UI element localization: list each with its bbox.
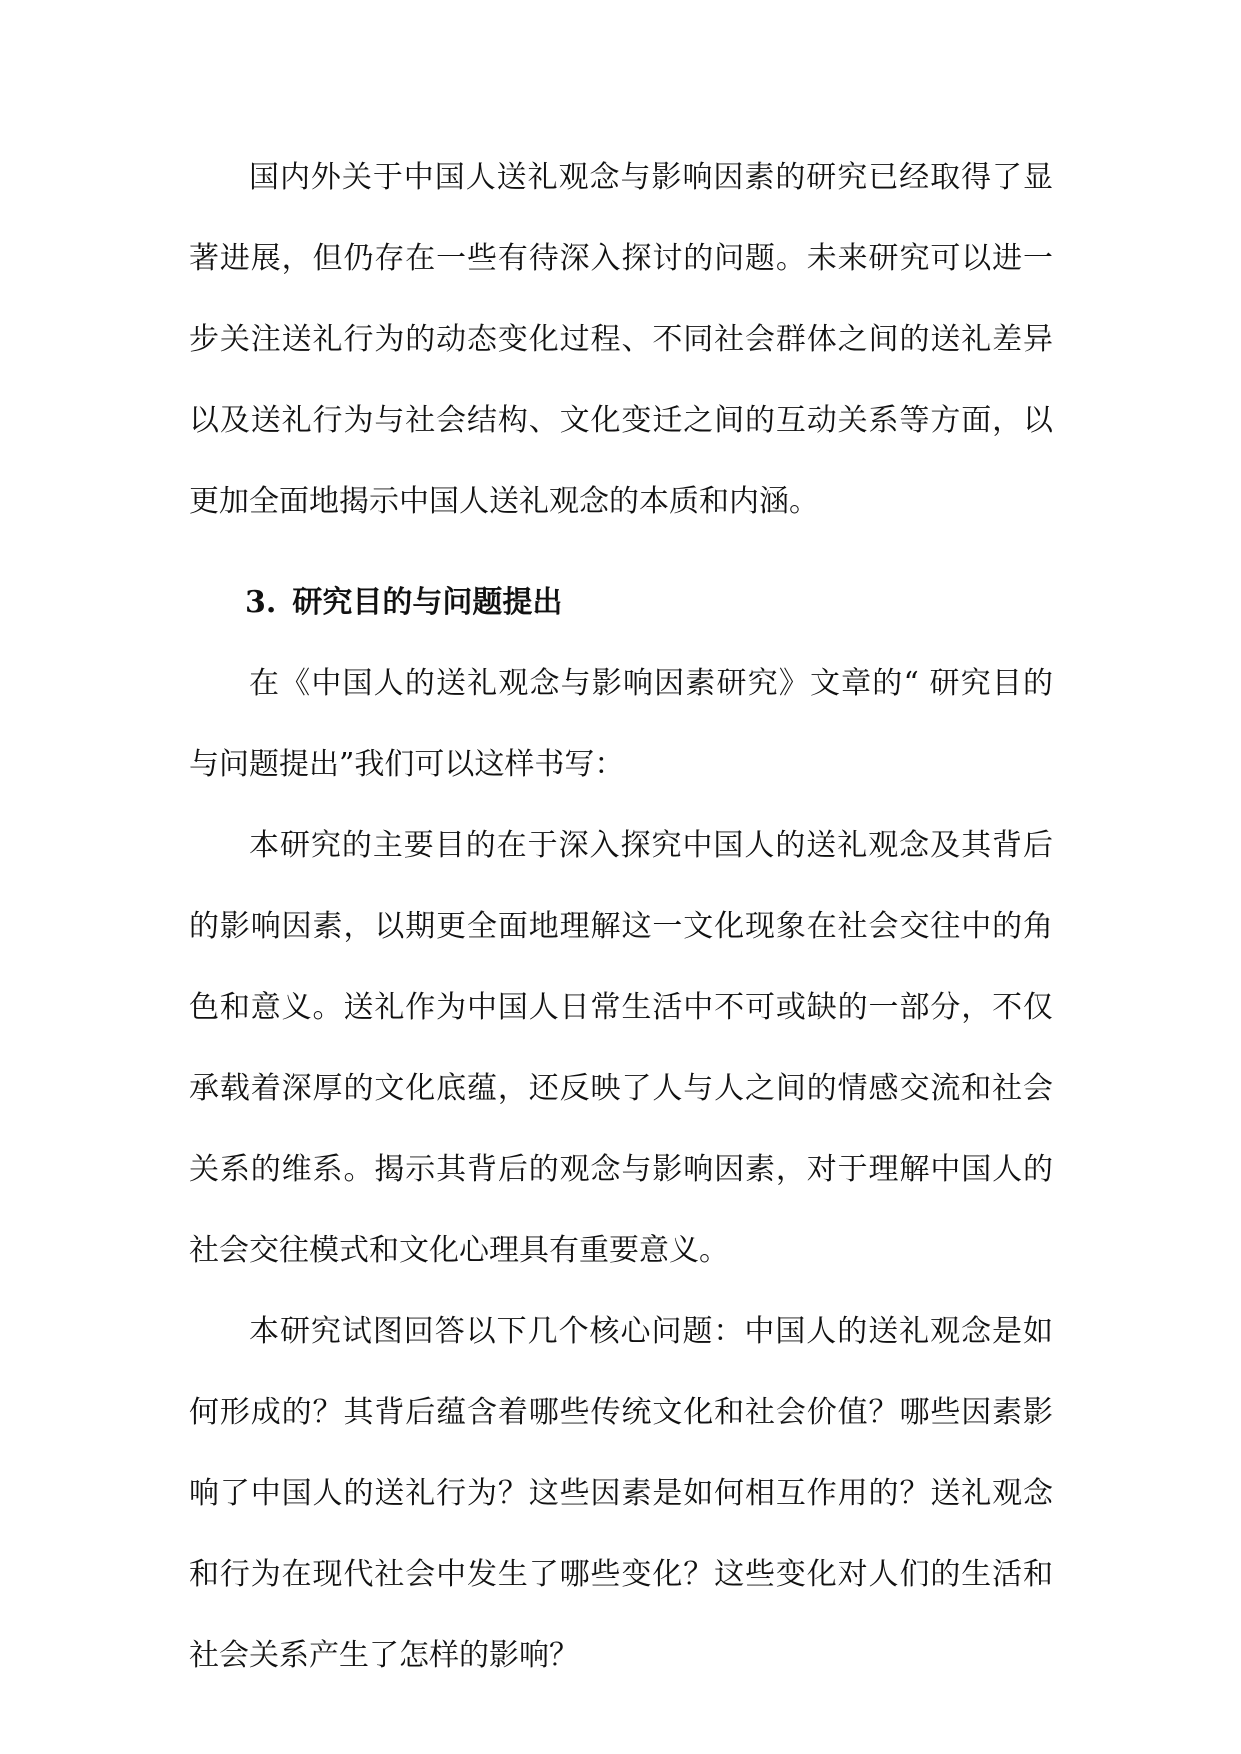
body-paragraph: 本研究试图回答以下几个核心问题：中国人的送礼观念是如何形成的？其背后蕴含着哪些传统文化和社会价值？哪些因素影响了中国人的送礼行为？这些因素是如何相互作用的？送礼观念和行为在现代社会中发生了哪些变化？这些变化对人们的生活和社会关系产生了怎样的影响？ — [189, 1314, 1053, 1673]
section-title: 研究目的与问题提出 — [292, 585, 563, 620]
body-paragraph: 在《中国人的送礼观念与影响因素研究》文章的“ 研究目的与问题提出”我们可以这样书写： — [189, 666, 1053, 782]
section-number: 3. — [245, 585, 277, 620]
document-page — [189, 137, 1053, 1696]
section-spacer — [189, 542, 1053, 562]
section-heading — [189, 562, 1053, 643]
body-paragraph: 本研究的主要目的在于深入探究中国人的送礼观念及其背后的影响因素，以期更全面地理解这一文化现象在社会交往中的角色和意义。送礼作为中国人日常生活中不可或缺的一部分，不仅承载着深厚的文化底蕴，还反映了人与人之间的情感交流和社会关系的维系。揭示其背后的观念与影响因素，对于理解中国人的社会交往模式和文化心理具有重要意义。 — [189, 828, 1053, 1268]
body-paragraph: 国内外关于中国人送礼观念与影响因素的研究已经取得了显著进展，但仍存在一些有待深入探讨的问题。未来研究可以进一步关注送礼行为的动态变化过程、不同社会群体之间的送礼差异以及送礼行为与社会结构、文化变迁之间的互动关系等方面，以更加全面地揭示中国人送礼观念的本质和内涵。 — [189, 160, 1053, 519]
